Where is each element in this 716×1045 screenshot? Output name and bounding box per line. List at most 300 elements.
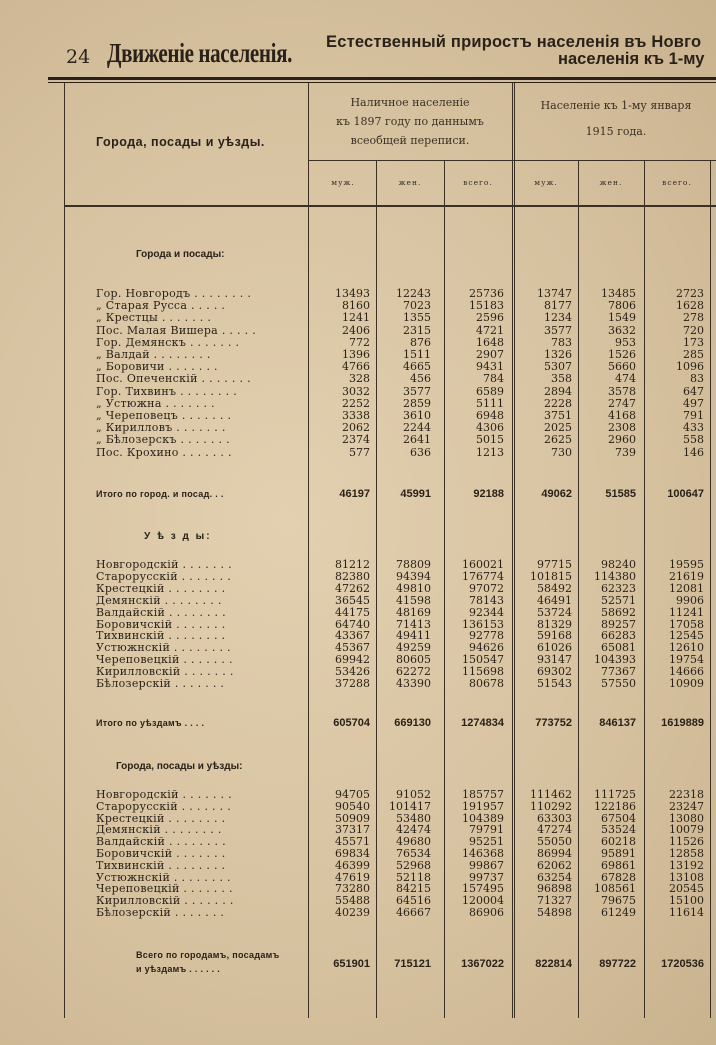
row-label: „ Крестцы . . . . . . . [96,311,212,325]
row-label: Кирилловскій . . . . . . . [96,665,234,679]
cell-value: 328 [349,372,370,386]
cell-value: 43367 [335,629,370,643]
header-bottom-rule [64,205,716,207]
cell-value: 41598 [396,593,431,607]
grand-total-label-line-2: и уѣздамъ . . . . . . [136,964,221,974]
cell-value: 37288 [335,677,370,690]
cell-value: 2859 [403,396,431,410]
row-label: Итого по город. и посад. . . [96,489,224,499]
cell-value: 100647 [667,488,704,500]
cell-value: 4665 [403,360,431,374]
table-row [64,325,716,337]
cell-value: 94705 [335,788,370,801]
cell-value: 474 [615,372,636,386]
cell-value: 3578 [608,384,636,398]
cell-value: 5660 [608,360,636,374]
cell-value: 79675 [601,894,636,908]
row-label: Гор. Демянскъ . . . . . . . [96,335,240,349]
cell-value: 11526 [669,835,704,849]
row-label: Кирилловскій . . . . . . . [96,894,234,908]
cell-value: 7023 [403,299,431,313]
cell-value: 897722 [599,958,636,970]
cell-value: 3632 [608,323,636,337]
cell-value: 2025 [544,421,572,435]
section-heading-towns: Города и посады: [136,249,225,260]
subheader-female-1915: жен. [599,178,623,187]
cell-value: 846137 [599,717,636,729]
cell-value: 10079 [669,823,704,837]
cell-value: 86906 [469,906,504,919]
cell-value: 51585 [605,488,636,500]
cell-value: 49680 [396,835,431,849]
cell-value: 44175 [335,605,370,619]
cell-value: 150547 [462,653,504,667]
cell-value: 3577 [403,384,431,398]
cell-value: 7806 [608,299,636,313]
row-label: Старорусскій . . . . . . . [96,569,232,583]
cell-value: 160021 [462,558,504,571]
cell-value: 4306 [476,421,504,435]
table-row [64,349,716,361]
table-row [64,422,716,434]
cell-value: 822814 [535,958,572,970]
cell-value: 110292 [530,799,572,813]
cell-value: 63303 [537,811,572,825]
cell-value: 636 [410,445,431,459]
cell-value: 1241 [342,311,370,325]
cell-value: 71327 [537,894,572,908]
cell-value: 1511 [403,348,431,361]
row-label: Тихвинскій . . . . . . . . [96,858,226,872]
cell-value: 55488 [335,894,370,908]
column-header-places: Города, посады и уѣзды. [96,135,265,149]
cell-value: 14666 [669,665,704,679]
cell-value: 20545 [669,882,704,896]
row-label: Пос. Малая Вишера . . . . . [96,323,256,337]
row-label: „ Кирилловъ . . . . . . . [96,421,226,435]
population-table [64,83,716,1018]
row-label: Валдайскій . . . . . . . . [96,605,226,619]
cell-value: 2244 [403,421,431,435]
cell-value: 49259 [396,641,431,655]
cell-value: 456 [410,372,431,386]
row-label: Гор. Новгородъ . . . . . . . . [96,287,252,300]
cell-value: 46667 [396,906,431,919]
cell-value: 1526 [608,348,636,361]
row-label: Устюжнскій . . . . . . . . [96,870,231,884]
table-row [64,717,716,729]
cell-value: 58692 [601,605,636,619]
cell-value: 94626 [469,641,504,655]
cell-value: 558 [683,433,704,447]
cell-value: 66283 [601,629,636,643]
cell-value: 12243 [396,287,431,300]
running-title-line-2: населенія къ 1-му [558,50,705,68]
table-row-grand-total [64,949,716,977]
cell-value: 45367 [335,641,370,655]
group-header-1915 [516,93,716,145]
cell-value: 47619 [335,870,370,884]
cell-value: 93147 [537,653,572,667]
row-label: „ Бѣлозерскъ . . . . . . . [96,433,230,447]
subheader-male-1897: муж. [331,178,355,187]
cell-value: 67828 [601,870,636,884]
cell-value: 791 [683,409,704,422]
cell-value: 17058 [669,617,704,631]
cell-value: 62272 [396,665,431,679]
cell-value: 647 [683,384,704,398]
grand-total-label-line-1: Всего по городамъ, посадамъ [136,950,280,960]
cell-value: 773752 [535,717,572,729]
cell-value: 285 [683,348,704,361]
page-title: Движеніе населенія. [107,38,292,68]
row-label: Старорусскій . . . . . . . [96,799,232,813]
cell-value: 47262 [335,581,370,595]
cell-value: 23247 [669,799,704,813]
cell-value: 12081 [669,581,704,595]
cell-value: 136153 [462,617,504,631]
cell-value: 9906 [676,593,704,607]
cell-value: 47274 [537,823,572,837]
cell-value: 4766 [342,360,370,374]
cell-value: 78143 [469,593,504,607]
cell-value: 92188 [473,488,504,500]
cell-value: 783 [551,335,572,349]
group-header-1897 [310,93,510,150]
cell-value: 86994 [537,847,572,860]
cell-value: 115698 [462,665,504,679]
cell-value: 52118 [396,870,431,884]
cell-value: 52571 [601,593,636,607]
cell-value: 58492 [537,581,572,595]
cell-value: 1648 [476,335,504,349]
cell-value: 53480 [396,811,431,825]
cell-value: 101815 [530,569,572,583]
cell-value: 10909 [669,677,704,690]
row-label: Боровичскій . . . . . . . [96,617,226,631]
row-label: Пос. Опеченскій . . . . . . . [96,372,251,386]
cell-value: 57550 [601,677,636,690]
row-label: „ Череповецъ . . . . . . . [96,409,232,422]
cell-value: 49062 [541,488,572,500]
cell-value: 4721 [476,323,504,337]
cell-value: 720 [683,323,704,337]
cell-value: 784 [483,372,504,386]
cell-value: 99737 [469,870,504,884]
subheader-total-1897: всего. [463,178,493,187]
cell-value: 76534 [396,847,431,860]
cell-value: 358 [551,372,572,386]
group-header-1897-line: Наличное населеніе [350,96,470,109]
row-label: Устюжнскій . . . . . . . . [96,641,231,655]
group-header-1915-line: 1915 года. [585,125,647,138]
cell-value: 11614 [669,906,704,919]
cell-value: 3032 [342,384,370,398]
cell-value: 53524 [601,823,636,837]
cell-value: 19754 [669,653,704,667]
cell-value: 1234 [544,311,572,325]
cell-value: 77367 [601,665,636,679]
table-row [64,373,716,385]
row-label: Пос. Крохино . . . . . . . [96,445,232,459]
cell-value: 3751 [544,409,572,422]
cell-value: 2062 [342,421,370,435]
cell-value: 146368 [462,847,504,860]
cell-value: 605704 [333,717,370,729]
cell-value: 114380 [594,569,636,583]
cell-value: 94394 [396,569,431,583]
cell-value: 2308 [608,421,636,435]
table-row [64,607,716,619]
cell-value: 111725 [594,788,636,801]
cell-value: 96898 [537,882,572,896]
row-label: Новгородскій . . . . . . . [96,788,232,801]
table-row [64,860,716,872]
cell-value: 42474 [396,823,431,837]
cell-value: 13080 [669,811,704,825]
cell-value: 146 [683,445,704,459]
cell-value: 12545 [669,629,704,643]
cell-value: 1274834 [461,717,504,729]
cell-value: 120004 [462,894,504,908]
cell-value: 89257 [601,617,636,631]
cell-value: 61026 [537,641,572,655]
page-number: 24 [66,46,91,68]
cell-value: 173 [683,335,704,349]
table-row [64,595,716,607]
cell-value: 69861 [601,858,636,872]
cell-value: 1549 [608,311,636,325]
cell-value: 1628 [676,299,704,313]
cell-value: 80605 [396,653,431,667]
cell-value: 46197 [339,488,370,500]
cell-value: 13192 [669,858,704,872]
cell-value: 122186 [594,799,636,813]
header-divider [308,160,716,161]
cell-value: 4168 [608,409,636,422]
cell-value: 5015 [476,433,504,447]
cell-value: 3338 [342,409,370,422]
row-label: Тихвинскій . . . . . . . . [96,629,226,643]
cell-value: 91052 [396,788,431,801]
cell-value: 739 [615,445,636,459]
cell-value: 577 [349,445,370,459]
cell-value: 21619 [669,569,704,583]
cell-value: 2315 [403,323,431,337]
cell-value: 48169 [396,605,431,619]
cell-value: 9431 [476,360,504,374]
cell-value: 79791 [469,823,504,837]
cell-value: 157495 [462,882,504,896]
cell-value: 54898 [537,906,572,919]
cell-value: 876 [410,335,431,349]
cell-value: 1720536 [661,958,704,970]
cell-value: 3577 [544,323,572,337]
cell-value: 669130 [394,717,431,729]
page-header [0,30,716,80]
cell-value: 92344 [469,605,504,619]
cell-value: 81329 [537,617,572,631]
cell-value: 2960 [608,433,636,447]
cell-value: 46491 [537,593,572,607]
cell-value: 90540 [335,799,370,813]
cell-value: 191957 [462,799,504,813]
cell-value: 99867 [469,858,504,872]
cell-value: 67504 [601,811,636,825]
row-label: Боровичскій . . . . . . . [96,847,226,860]
table-row [64,312,716,324]
row-label: Валдайскій . . . . . . . . [96,835,226,849]
table-row [64,801,716,813]
cell-value: 1326 [544,348,572,361]
group-header-1915-line: Населеніе къ 1-му января [540,99,692,112]
cell-value: 37317 [335,823,370,837]
cell-value: 64740 [335,617,370,631]
table-row [64,907,716,919]
subheader-total-1915: всего. [662,178,692,187]
cell-value: 60218 [601,835,636,849]
table-row [64,398,716,410]
row-label: Бѣлозерскій . . . . . . . [96,677,225,690]
cell-value: 46399 [335,858,370,872]
cell-value: 1367022 [461,958,504,970]
cell-value: 2374 [342,433,370,447]
cell-value: 15100 [669,894,704,908]
cell-value: 53426 [335,665,370,679]
cell-value: 50909 [335,811,370,825]
cell-value: 64516 [396,894,431,908]
cell-value: 13485 [601,287,636,300]
cell-value: 22318 [669,788,704,801]
table-row [64,434,716,446]
row-label: Крестецкій . . . . . . . . [96,811,226,825]
cell-value: 13108 [669,870,704,884]
cell-value: 36545 [335,593,370,607]
table-row [64,678,716,690]
row-label: Бѣлозерскій . . . . . . . [96,906,225,919]
cell-value: 497 [683,396,704,410]
cell-value: 71413 [396,617,431,631]
cell-value: 83 [690,372,704,386]
cell-value: 81212 [335,558,370,571]
table-row [64,288,716,300]
cell-value: 97072 [469,581,504,595]
cell-value: 1213 [476,445,504,459]
table-row [64,300,716,312]
cell-value: 730 [551,445,572,459]
cell-value: 5111 [476,396,504,410]
cell-value: 49810 [396,581,431,595]
cell-value: 19595 [669,558,704,571]
row-label: Итого по уѣздамъ . . . . [96,718,205,728]
cell-value: 12610 [669,641,704,655]
cell-value: 176774 [462,569,504,583]
cell-value: 2907 [476,348,504,361]
cell-value: 13493 [335,287,370,300]
cell-value: 61249 [601,906,636,919]
row-label: Гор. Тихвинъ . . . . . . . . [96,384,238,398]
cell-value: 53724 [537,605,572,619]
subheader-female-1897: жен. [398,178,422,187]
cell-value: 104389 [462,811,504,825]
cell-value: 1619889 [661,717,704,729]
cell-value: 52968 [396,858,431,872]
cell-value: 69302 [537,665,572,679]
row-label: Демянскій . . . . . . . . [96,593,222,607]
cell-value: 78809 [396,558,431,571]
cell-value: 2723 [676,287,704,300]
cell-value: 45991 [400,488,431,500]
cell-value: 1096 [676,360,704,374]
cell-value: 92778 [469,629,504,643]
row-label: Крестецкій . . . . . . . . [96,581,226,595]
row-label: Новгородскій . . . . . . . [96,558,232,571]
cell-value: 12858 [669,847,704,860]
cell-value: 2406 [342,323,370,337]
header-rule-thick [48,77,716,80]
cell-value: 65081 [601,641,636,655]
cell-value: 95251 [469,835,504,849]
cell-value: 40239 [335,906,370,919]
cell-value: 101417 [389,799,431,813]
cell-value: 45571 [335,835,370,849]
cell-value: 772 [349,335,370,349]
cell-value: 84215 [396,882,431,896]
section-heading-all: Города, посады и уѣзды: [116,761,243,772]
cell-value: 62323 [601,581,636,595]
cell-value: 43390 [396,677,431,690]
cell-value: 185757 [462,788,504,801]
cell-value: 2228 [544,396,572,410]
cell-value: 63254 [537,870,572,884]
cell-value: 73280 [335,882,370,896]
cell-value: 25736 [469,287,504,300]
cell-value: 11241 [669,605,704,619]
cell-value: 1396 [342,348,370,361]
cell-value: 6589 [476,384,504,398]
cell-value: 69942 [335,653,370,667]
cell-value: 2894 [544,384,572,398]
cell-value: 69834 [335,847,370,860]
row-label: Череповецкій . . . . . . . [96,653,233,667]
table-row [64,361,716,373]
cell-value: 5307 [544,360,572,374]
cell-value: 59168 [537,629,572,643]
row-label: „ Боровичи . . . . . . . [96,360,218,374]
subheader-male-1915: муж. [534,178,558,187]
table-row [64,488,716,500]
group-header-1897-line: всеобщей переписи. [350,134,470,147]
cell-value: 55050 [537,835,572,849]
cell-value: 651901 [333,958,370,970]
cell-value: 95891 [601,847,636,860]
cell-value: 433 [683,421,704,435]
cell-value: 62062 [537,858,572,872]
cell-value: 82380 [335,569,370,583]
cell-value: 98240 [601,558,636,571]
cell-value: 1355 [403,311,431,325]
cell-value: 2625 [544,433,572,447]
cell-value: 6948 [476,409,504,422]
table-row [64,447,716,459]
cell-value: 97715 [537,558,572,571]
cell-value: 8177 [544,299,572,313]
cell-value: 80678 [469,677,504,690]
row-label: „ Старая Русса . . . . . [96,299,226,313]
group-header-1897-line: къ 1897 году по даннымъ [336,115,484,128]
cell-value: 15183 [469,299,504,313]
cell-value: 2747 [608,396,636,410]
